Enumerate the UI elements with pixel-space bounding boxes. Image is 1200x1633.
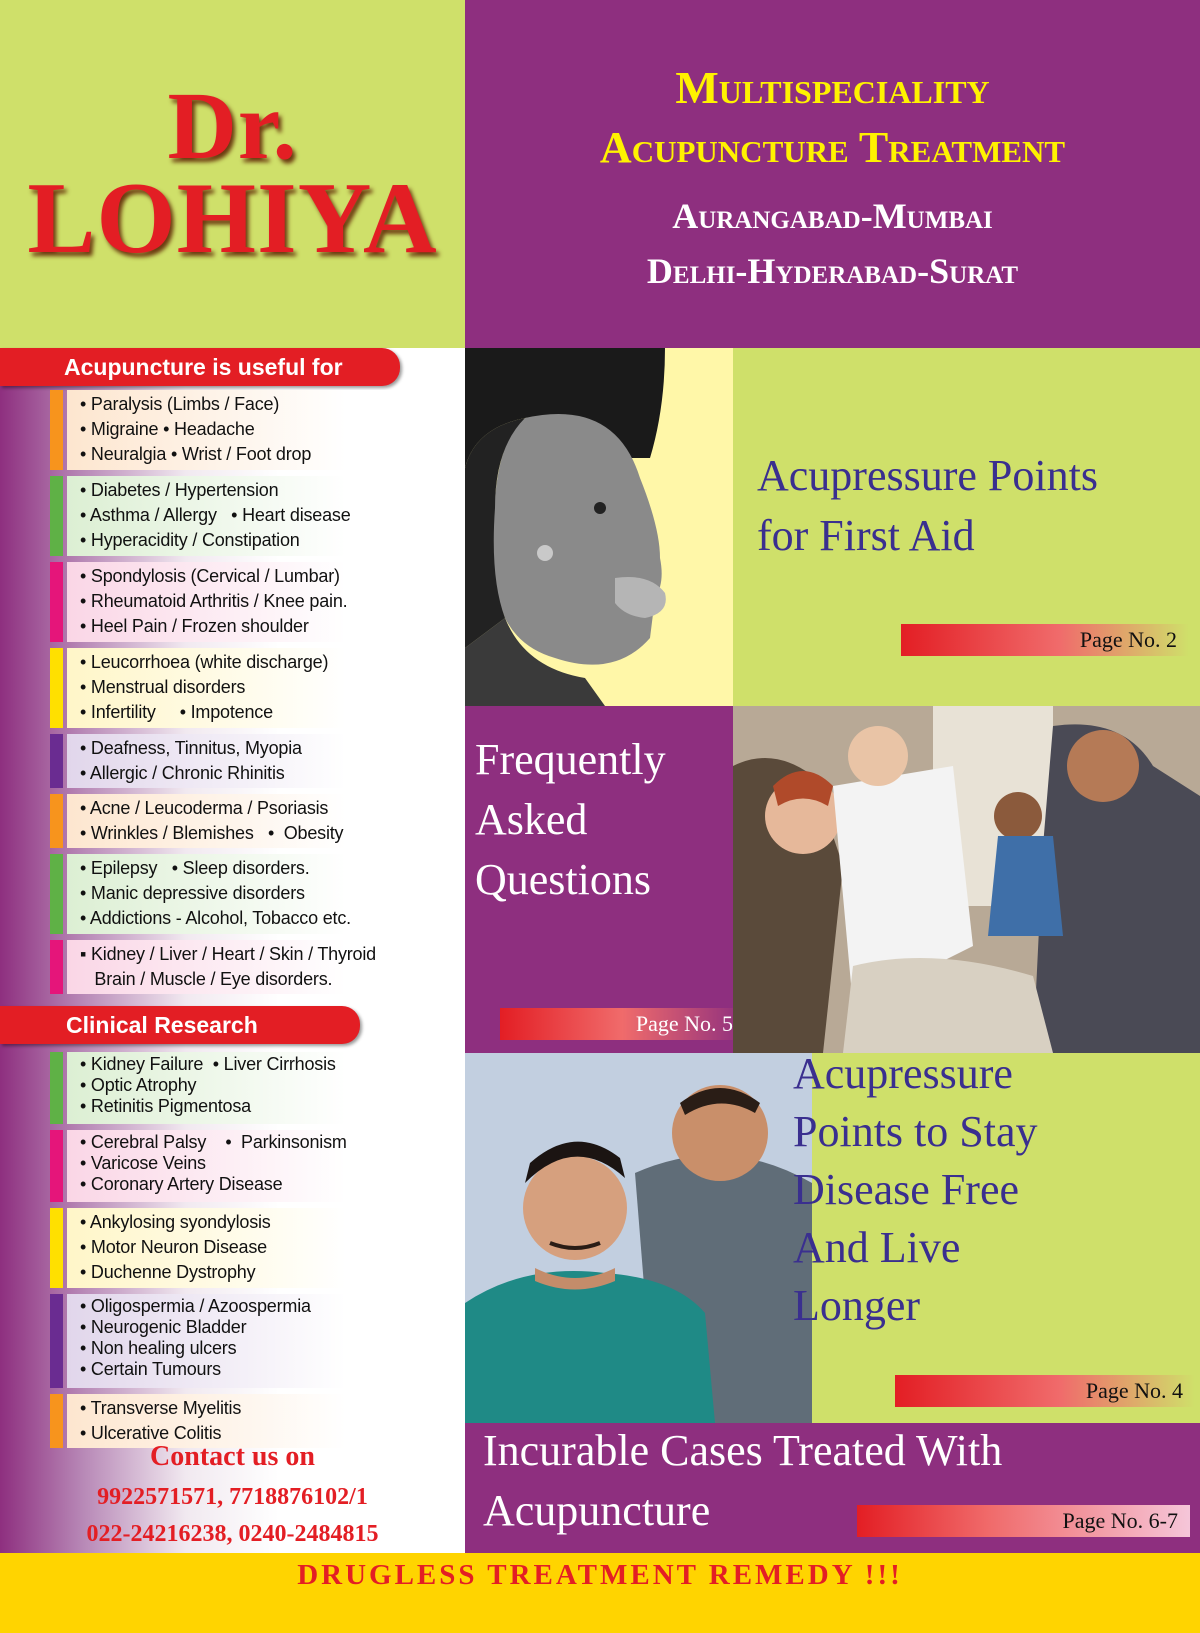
contact-phone-2: 022-24216238, 0240-2484815 [86,1521,379,1547]
header-line-2: Acupuncture Treatment [599,123,1066,172]
faq-title-line-1: Frequently [475,735,666,784]
group-color-bar [50,1294,63,1388]
useful-group [50,390,395,470]
list-item: • Menstrual disorders [80,677,246,697]
group-items [80,564,347,639]
group-items [80,650,328,725]
group-items [80,942,376,992]
first-aid-page-badge[interactable] [901,624,1189,656]
disease-free-title-line-2: Points to Stay [793,1107,1038,1156]
treatment-illustration [465,1053,812,1423]
girl-illustration [465,348,733,706]
list-item: • Oligospermia / Azoospermia [80,1296,311,1316]
research-group [50,1052,395,1124]
useful-heading-tab [0,348,400,386]
incurable-page-label: Page No. 6-7 [1062,1508,1178,1533]
list-item: • Varicose Veins [80,1153,206,1173]
useful-group [50,794,395,848]
treatment-photo [465,1053,812,1423]
first-aid-panel [465,348,1200,706]
group-items [80,478,351,553]
logo-dr: Dr. [167,72,298,179]
sidebar [0,348,465,1553]
list-item: Brain / Muscle / Eye disorders. [80,969,333,989]
list-item: • Wrinkles / Blemishes • Obesity [80,823,344,843]
group-color-bar [50,476,63,556]
faq-page-label: Page No. 5 [635,1011,733,1036]
list-item: • Epilepsy • Sleep disorders. [80,858,310,878]
disease-free-title-line-3: Disease Free [793,1165,1020,1214]
useful-group [50,940,395,994]
research-group [50,1208,395,1288]
first-aid-title-line-2: for First Aid [757,511,975,560]
group-items [80,796,343,846]
list-item: • Heel Pain / Frozen shoulder [80,616,309,636]
disease-free-title-line-5: Longer [793,1281,921,1330]
list-item: • Motor Neuron Disease [80,1237,267,1257]
group-color-bar [50,734,63,788]
group-color-bar [50,1208,63,1288]
faq-panel [465,706,1200,1053]
group-color-bar [50,648,63,728]
group-items [80,1054,336,1117]
list-item: • Kidney Failure • Liver Cirrhosis [80,1054,336,1074]
list-item: • Spondylosis (Cervical / Lumbar) [80,566,340,586]
list-item: • Optic Atrophy [80,1075,197,1095]
header-line-1: Multispeciality [675,62,990,113]
list-item: • Coronary Artery Disease [80,1174,283,1194]
incurable-page-badge[interactable] [857,1505,1190,1537]
footer-banner [0,1553,1200,1633]
list-item: • Acne / Leucoderma / Psoriasis [80,798,329,818]
contact-heading: Contact us on [150,1441,315,1472]
list-item: • Addictions - Alcohol, Tobacco etc. [80,908,351,928]
list-item: ▪ Kidney / Liver / Heart / Skin / Thyroid [80,944,376,964]
useful-group [50,854,395,934]
list-item: • Infertility • Impotence [80,702,273,722]
disease-free-title-line-1: Acupressure [793,1053,1013,1098]
useful-group [50,648,395,728]
incurable-title-line-2: Acupuncture [483,1486,711,1535]
group-color-bar [50,390,63,470]
incurable-title-line-1: Incurable Cases Treated With [483,1426,1003,1475]
disease-free-title-line-4: And Live [793,1223,961,1272]
header-panel [465,0,1200,348]
list-item: • Ulcerative Colitis [80,1423,222,1443]
group-items [80,1210,271,1285]
faq-title [475,730,666,910]
research-heading-tab [0,1006,360,1044]
group-color-bar [50,1052,63,1124]
group-color-bar [50,854,63,934]
useful-heading: Acupuncture is useful for [64,354,343,380]
disease-free-panel [465,1053,1200,1423]
group-items [80,1132,347,1195]
research-heading: Clinical Research [66,1012,258,1038]
list-item: • Asthma / Allergy • Heart disease [80,505,351,525]
group-items [80,736,302,786]
group-items [80,856,351,931]
faq-page-badge[interactable] [500,1008,745,1040]
disease-free-page-label: Page No. 4 [1085,1378,1183,1403]
group-color-bar [50,940,63,994]
footer-text: DRUGLESS TREATMENT REMEDY !!! [297,1559,903,1591]
girl-photo [465,348,733,706]
group-color-bar [50,1130,63,1202]
logo-name: LOHIYA [27,162,438,275]
list-item: • Allergic / Chronic Rhinitis [80,763,285,783]
list-item: • Certain Tumours [80,1359,221,1379]
group-items [80,392,311,467]
logo-panel [0,0,465,348]
disease-free-page-badge[interactable] [895,1375,1195,1407]
research-group [50,1294,395,1388]
list-item: • Transverse Myelitis [80,1398,242,1418]
list-item: • Leucorrhoea (white discharge) [80,652,329,672]
list-item: • Diabetes / Hypertension [80,480,279,500]
list-item: • Deafness, Tinnitus, Myopia [80,738,302,758]
first-aid-page-label: Page No. 2 [1079,627,1177,652]
list-item: • Neuralgia • Wrist / Foot drop [80,444,312,464]
group-items [80,1296,311,1380]
list-item: • Manic depressive disorders [80,883,305,903]
useful-group [50,734,395,788]
list-item: • Retinitis Pigmentosa [80,1096,251,1116]
disease-free-title [793,1053,1038,1335]
list-item: • Ankylosing syondylosis [80,1212,271,1232]
incurable-panel [465,1423,1200,1553]
faq-title-line-2: Asked [475,795,588,844]
first-aid-title-line-1: Acupressure Points [757,451,1098,500]
header-line-3: Aurangabad-Mumbai [672,196,993,236]
list-item: • Paralysis (Limbs / Face) [80,394,280,414]
clinic-photo [733,706,1200,1053]
list-item: • Duchenne Dystrophy [80,1262,256,1282]
list-item: • Migraine • Headache [80,419,255,439]
faq-title-line-3: Questions [475,855,651,904]
useful-group [50,562,395,642]
clinic-illustration [733,706,1200,1053]
first-aid-title [757,446,1098,566]
list-item: • Cerebral Palsy • Parkinsonism [80,1132,347,1152]
research-group [50,1130,395,1202]
group-color-bar [50,562,63,642]
useful-group [50,476,395,556]
header-line-4: Delhi-Hyderabad-Surat [646,251,1019,291]
list-item: • Hyperacidity / Constipation [80,530,300,550]
list-item: • Rheumatoid Arthritis / Knee pain. [80,591,348,611]
list-item: • Non healing ulcers [80,1338,237,1358]
group-items [80,1396,241,1446]
list-item: • Neurogenic Bladder [80,1317,247,1337]
group-color-bar [50,794,63,848]
contact-phone-1: 9922571571, 7718876102/1 [97,1484,368,1510]
